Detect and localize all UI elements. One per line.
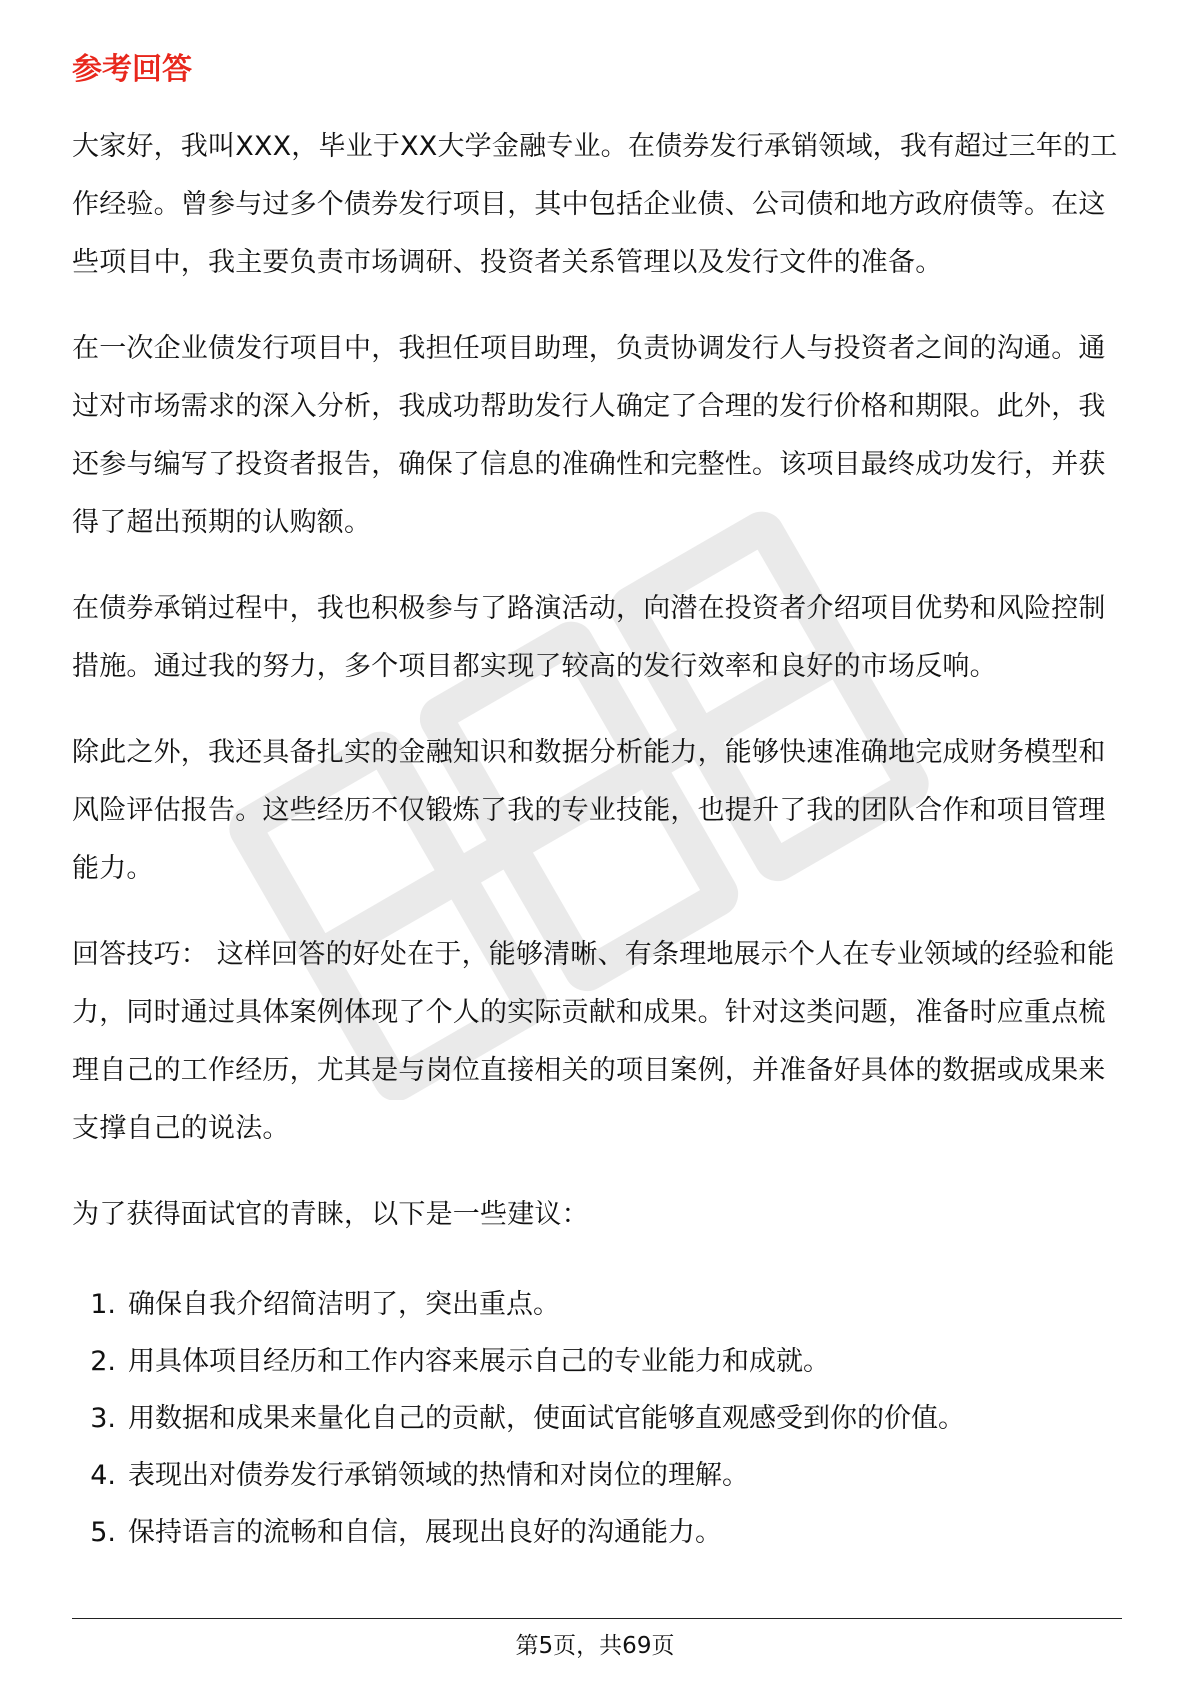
section-heading: 参考回答 — [72, 52, 192, 87]
list-item-text: 保持语言的流畅和自信，展现出良好的沟通能力。 — [128, 1517, 722, 1548]
suggestions-intro: 为了获得面试官的青睐，以下是一些建议： — [72, 1199, 589, 1230]
list-item-text: 确保自我介绍简洁明了，突出重点。 — [128, 1289, 560, 1320]
list-item — [72, 1276, 1122, 1333]
list-item — [72, 1447, 1122, 1504]
list-item-number: 4. — [90, 1460, 116, 1491]
list-item — [72, 1333, 1122, 1390]
list-item-text: 用数据和成果来量化自己的贡献，使面试官能够直观感受到你的价值。 — [128, 1403, 965, 1434]
suggestions-list — [72, 1276, 1122, 1561]
answer-paragraph-skills: 除此之外，我还具备扎实的金融知识和数据分析能力，能够快速准确地完成财务模型和风险评估报告。这些经历不仅锻炼了我的专业技能，也提升了我的团队合作和项目管理能力。 — [72, 737, 1106, 884]
answer-tips-paragraph: 回答技巧： 这样回答的好处在于，能够清晰、有条理地展示个人在专业领域的经验和能力，同时通过具体案例体现了个人的实际贡献和成果。针对这类问题，准备时应重点梳理自己的工作经历，尤其是与岗位直接相关的项目案例，并准备好具体的数据或成果来支撑自己的说法。 — [72, 939, 1115, 1144]
main-content — [72, 48, 1122, 1561]
page-number: 第5页，共69页 — [515, 1633, 675, 1659]
answer-paragraph-project: 在一次企业债发行项目中，我担任项目助理，负责协调发行人与投资者之间的沟通。通过对市场需求的深入分析，我成功帮助发行人确定了合理的发行价格和期限。此外，我还参与编写了投资者报告，确保了信息的准确性和完整性。该项目最终成功发行，并获得了超出预期的认购额。 — [72, 333, 1106, 538]
list-item-number: 1. — [90, 1289, 116, 1320]
list-item-number: 2. — [90, 1346, 116, 1377]
list-item-number: 3. — [90, 1403, 116, 1434]
answer-paragraph-intro: 大家好，我叫XXX，毕业于XX大学金融专业。在债券发行承销领域，我有超过三年的工作经验。曾参与过多个债券发行项目，其中包括企业债、公司债和地方政府债等。在这些项目中，我主要负责市场调研、投资者关系管理以及发行文件的准备。 — [72, 131, 1118, 278]
footer-divider — [72, 1618, 1122, 1619]
list-item-number: 5. — [90, 1517, 116, 1548]
answer-paragraph-roadshow: 在债券承销过程中，我也积极参与了路演活动，向潜在投资者介绍项目优势和风险控制措施。通过我的努力，多个项目都实现了较高的发行效率和良好的市场反响。 — [72, 593, 1106, 682]
list-item — [72, 1390, 1122, 1447]
list-item — [72, 1504, 1122, 1561]
list-item-text: 表现出对债券发行承销领域的热情和对岗位的理解。 — [128, 1460, 749, 1491]
list-item-text: 用具体项目经历和工作内容来展示自己的专业能力和成就。 — [128, 1346, 830, 1377]
